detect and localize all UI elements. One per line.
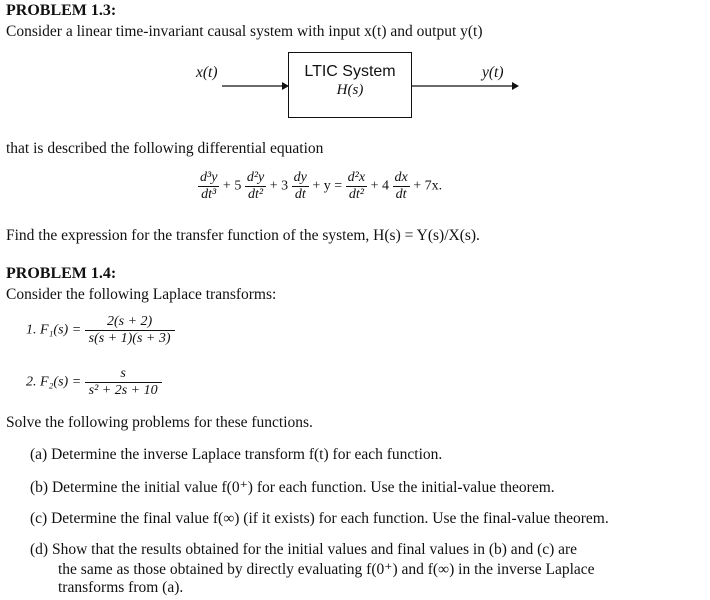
op-plus5: + 5 (222, 178, 242, 194)
output-label: y(t) (482, 64, 504, 81)
part-b: (b) Determine the initial value f(0⁺) for each function. Use the initial-value theorem. (30, 479, 555, 496)
f1-expression (26, 314, 175, 347)
problem-1-3-title: PROBLEM 1.3: (6, 2, 117, 19)
f2-expression (26, 366, 162, 399)
described-text: that is described the following differential equation (6, 140, 324, 157)
part-c: (c) Determine the final value f(∞) (if it exists) for each function. Use the final-value theorem. (30, 510, 609, 527)
term-dx: $\frac{dx}{dt}$ (394, 170, 408, 202)
term-dy: $\frac{dy}{dt}$ (293, 170, 307, 202)
part-d-line3: transforms from (a). (58, 579, 184, 596)
block-title: LTIC System (304, 63, 396, 80)
part-a: (a) Determine the inverse Laplace transform f(t) for each function. (30, 446, 443, 463)
term-d3y: $\frac{\text{d³y}}{\text{dt³}}$ (200, 170, 218, 202)
op-plus4: + 4 (370, 178, 389, 194)
part-d-line2: the same as those obtained by directly evaluating f(0⁺) and f(∞) in the inverse Laplace (58, 561, 595, 578)
block-transfer-function: H(s) (336, 82, 364, 98)
output-arrow (412, 80, 520, 92)
ltic-system-block (288, 52, 412, 118)
op-plus3: + 3 (269, 178, 289, 194)
f1-fraction: $\frac{2(s + 2)}{s(s + 1)(s + 3)}$ (85, 314, 175, 347)
op-plus-7x: + 7x. (413, 178, 443, 194)
input-label: x(t) (196, 64, 218, 81)
problem-1-4-title: PROBLEM 1.4: (6, 265, 117, 282)
problem-1-4-intro: Consider the following Laplace transforms: (6, 286, 277, 303)
op-plus-y-equals: + y = (312, 178, 343, 194)
f2-label: 2. F₂(s) = (26, 374, 82, 390)
term-d2y: $\frac{\text{d²y}}{\text{dt²}}$ (246, 170, 265, 202)
differential-equation (198, 170, 442, 203)
find-transfer-function: Find the expression for the transfer function of the system, H(s) = Y(s)/X(s). (6, 227, 480, 244)
f2-fraction: $\frac{s}{\text{s² + 2s + 10}}$ (85, 366, 162, 399)
input-arrow (222, 80, 290, 92)
problem-1-3-intro: Consider a linear time-invariant causal system with input x(t) and output y(t) (6, 23, 483, 40)
term-d2x: $\frac{\text{d²x}}{\text{dt²}}$ (347, 170, 366, 202)
solve-text: Solve the following problems for these functions. (6, 414, 313, 431)
f1-label: 1. F₁(s) = (26, 322, 82, 338)
part-d-line1: (d) Show that the results obtained for the initial values and final values in (b) and (c) are (30, 541, 578, 558)
